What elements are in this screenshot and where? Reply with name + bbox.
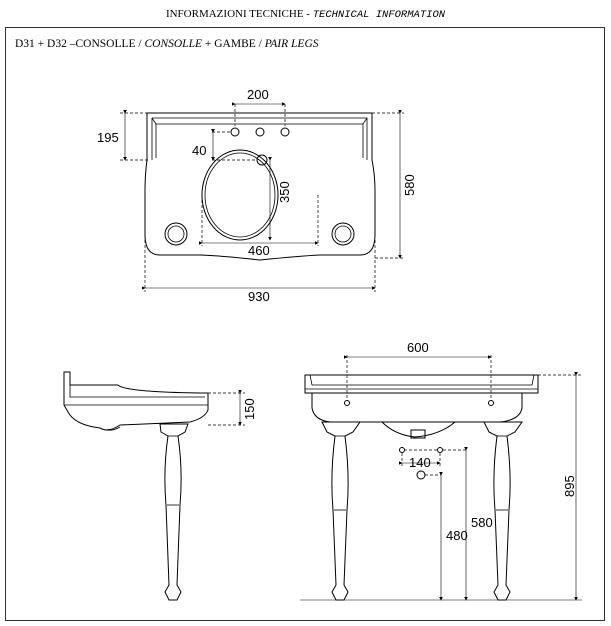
tap-hole-right [281, 128, 289, 136]
consolle-it: CONSOLLE / [75, 38, 145, 50]
front-view [300, 340, 582, 600]
side-view-leg [160, 424, 188, 600]
dim-back-depth: 195 [97, 130, 119, 145]
tap-hole-center [256, 128, 264, 136]
dim-total-width: 930 [248, 289, 270, 304]
top-view [97, 87, 417, 304]
dim-waste-height: 480 [446, 528, 468, 543]
front-view-leg-left [322, 422, 360, 600]
header-title-it: INFORMAZIONI TECNICHE - [165, 8, 313, 20]
dim-waste-offset: 140 [409, 455, 431, 470]
dim-basin-height: 150 [242, 398, 257, 420]
legs-en: PAIR LEGS [264, 38, 319, 50]
top-view-outline [145, 113, 375, 260]
dim-total-depth: 580 [402, 174, 417, 196]
overflow-hole [257, 155, 267, 165]
dim-supply-height: 580 [471, 515, 493, 530]
dim-bowl-width: 460 [248, 243, 270, 258]
bowl-outline [202, 150, 278, 240]
header-title-en: TECHNICAL INFORMATION [312, 9, 446, 21]
model-code: D31 + D32 – [15, 38, 76, 50]
supply-point-left [400, 448, 405, 453]
supply-point-right [438, 448, 443, 453]
dim-tap-offset: 40 [192, 143, 207, 158]
dim-bowl-depth: 350 [277, 181, 292, 203]
front-view-basin [305, 375, 538, 393]
legs-it: + GAMBE / [202, 38, 265, 50]
top-view-backsplash [152, 118, 367, 160]
consolle-en: CONSOLLE [144, 38, 203, 50]
side-view [64, 372, 257, 600]
tap-hole-left [231, 128, 239, 136]
front-view-leg-right [484, 422, 522, 600]
dim-leg-spacing: 600 [407, 340, 429, 355]
waste-point [417, 471, 425, 479]
side-view-basin [64, 372, 208, 430]
dim-tap-spacing: 200 [247, 87, 269, 102]
dim-total-height: 895 [562, 475, 577, 497]
